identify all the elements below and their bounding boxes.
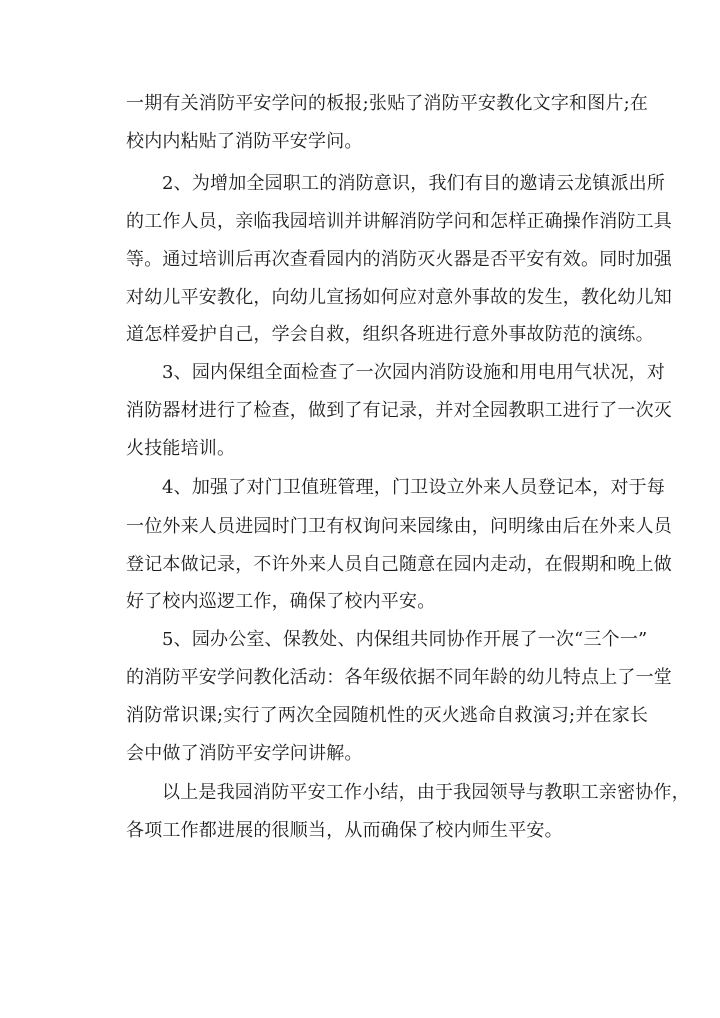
text-line: 道怎样爱护自己，学会自救，组织各班进行意外事故防范的演练。	[126, 324, 654, 345]
text-line: 会中做了消防平安学问讲解。	[126, 743, 363, 764]
text-line: 的消防平安学问教化活动：各年级依据不同年龄的幼儿特点上了一堂	[126, 667, 672, 688]
text-line: 消防常识课;实行了两次全园随机性的灭火逃命自救演习;并在家长	[126, 705, 649, 726]
text-line: 2、为增加全园职工的消防意识，我们有目的邀请云龙镇派出所	[162, 173, 666, 194]
text-line: 登记本做记录，不许外来人员自己随意在园内走动，在假期和晚上做	[126, 554, 672, 575]
text-line: 校内内粘贴了消防平安学问。	[126, 131, 363, 152]
text-line: 以上是我园消防平安工作小结，由于我园领导与教职工亲密协作，	[162, 782, 690, 803]
text-line: 5、园办公室、保教处、内保组共同协作开展了一次“三个一”	[162, 629, 648, 650]
text-line: 一位外来人员进园时门卫有权询问来园缘由，问明缘由后在外来人员	[126, 516, 672, 537]
text-line: 对幼儿平安教化，向幼儿宣扬如何应对意外事故的发生，教化幼儿知	[126, 287, 672, 308]
text-line: 消防器材进行了检查，做到了有记录，并对全园教职工进行了一次灭	[126, 400, 672, 421]
text-line: 各项工作都进展的很顺当，从而确保了校内师生平安。	[126, 820, 563, 841]
text-line: 一期有关消防平安学问的板报;张贴了消防平安教化文字和图片;在	[126, 93, 649, 114]
text-line: 火技能培训。	[126, 438, 236, 459]
text-line: 的工作人员，亲临我园培训并讲解消防学问和怎样正确操作消防工具	[126, 211, 672, 232]
text-line: 3、园内保组全面检查了一次园内消防设施和用电用气状况，对	[162, 362, 666, 383]
text-line: 好了校内巡逻工作，确保了校内平安。	[126, 591, 436, 612]
text-line: 等。通过培训后再次查看园内的消防灭火器是否平安有效。同时加强	[126, 249, 672, 270]
text-line: 4、加强了对门卫值班管理，门卫设立外来人员登记本，对于每	[162, 477, 666, 498]
